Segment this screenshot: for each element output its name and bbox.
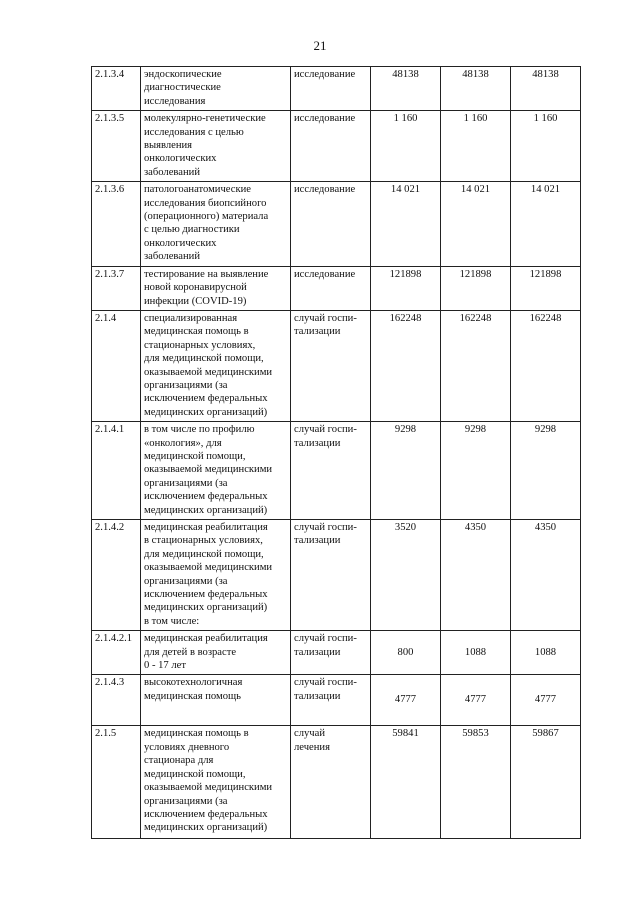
row-unit-line: случай госпи- [294,424,357,436]
row-name-line: медицинская помощь [144,690,241,702]
row-value-1: 14 021 [371,182,441,266]
row-code: 2.1.4.2.1 [92,631,141,675]
row-name-line: для медицинской помощи, [144,548,264,560]
row-name-line: заболеваний [144,251,200,263]
row-name [141,182,291,266]
row-value-3: 14 021 [511,182,581,266]
row-value-3: 59867 [511,726,581,839]
row-unit [291,266,371,310]
row-unit-line: лечения [294,741,330,753]
row-value-2: 59853 [441,726,511,839]
row-value-1: 162248 [371,310,441,421]
row-unit-line: случай госпи- [294,677,357,689]
row-value-1: 9298 [371,422,441,520]
row-unit-line: тализации [294,690,341,702]
row-name-line: оказываемой медицинскими [144,562,273,574]
row-unit-line: случай госпи- [294,633,357,645]
row-name-line: исследования с целью [144,126,244,138]
row-unit [291,422,371,520]
row-unit-line: случай [294,728,325,740]
row-name [141,67,291,111]
table-row [92,310,581,421]
row-name-line: в том числе по профилю [144,424,255,436]
row-name-line: исключением федеральных [144,393,268,405]
row-name-line: в том числе: [144,615,200,627]
row-unit-line: исследование [294,113,356,125]
row-name [141,631,291,675]
table-row [92,182,581,266]
row-value-3: 121898 [511,266,581,310]
row-unit-line: тализации [294,326,341,338]
row-name [141,422,291,520]
row-name-line: медицинской помощи, [144,450,246,462]
row-name [141,520,291,631]
row-unit [291,726,371,839]
row-unit-line: тализации [294,535,341,547]
row-value-2: 162248 [441,310,511,421]
row-unit [291,631,371,675]
page-number: 21 [313,38,327,53]
row-name-line: онкологических [144,153,217,165]
row-value-1: 121898 [371,266,441,310]
row-name-line: условиях дневного [144,741,230,753]
row-name-line: тестирование на выявление [144,268,269,280]
row-name-line: исключением федеральных [144,491,268,503]
row-value-2: 4350 [441,520,511,631]
row-name-line: заболеваний [144,166,200,178]
row-code: 2.1.3.4 [92,67,141,111]
row-name-line: исключением федеральных [144,589,268,601]
row-name-line: медицинская реабилитация [144,633,268,645]
row-unit-line: исследование [294,69,356,80]
row-name-line: исключением федеральных [144,808,268,820]
table-row [92,422,581,520]
data-table [91,66,581,839]
row-name [141,726,291,839]
row-name-line: организациями (за [144,379,228,391]
row-name-line: молекулярно-генетические [144,113,266,125]
row-code: 2.1.4.1 [92,422,141,520]
row-name-line: исследования биопсийного [144,197,267,209]
table-row [92,266,581,310]
row-value-2: 1 160 [441,111,511,182]
row-name-line: медицинской помощи, [144,768,246,780]
row-value-3: 162248 [511,310,581,421]
row-name-line: организациями (за [144,477,228,489]
row-code: 2.1.3.5 [92,111,141,182]
row-value-2: 121898 [441,266,511,310]
row-value-3: 1 160 [511,111,581,182]
row-name-line: исследования [144,95,206,107]
row-name-line: организациями (за [144,575,228,587]
row-name-line: оказываемой медицинскими [144,782,273,794]
table-row [92,67,581,111]
row-unit-line: исследование [294,184,356,196]
row-unit [291,310,371,421]
row-value-1: 59841 [371,726,441,839]
row-value-3: 48138 [511,67,581,111]
row-name [141,675,291,726]
row-value-1: 3520 [371,520,441,631]
row-name-line: диагностические [144,82,221,94]
row-name-line: медицинских организаций) [144,822,268,834]
row-unit-line: исследование [294,268,356,280]
row-value-3: 1088 [511,631,581,675]
table-row [92,726,581,839]
table-body [92,67,581,839]
row-name-line: медицинских организаций) [144,406,268,418]
row-name-line: для детей в возрасте [144,646,237,658]
row-code: 2.1.3.7 [92,266,141,310]
row-name-line: медицинских организаций) [144,504,268,516]
row-name [141,310,291,421]
row-name-line: онкологических [144,237,217,249]
row-value-1: 4777 [371,675,441,726]
row-value-3: 9298 [511,422,581,520]
table-row [92,631,581,675]
row-code: 2.1.4.2 [92,520,141,631]
row-name-line: стационарных условиях, [144,339,256,351]
row-unit [291,520,371,631]
row-name-line: с целью диагностики [144,224,240,236]
table-row [92,111,581,182]
row-name-line: медицинская реабилитация [144,522,268,533]
row-name-line: инфекции (COVID-19) [144,295,247,307]
row-value-3: 4350 [511,520,581,631]
row-unit-line: тализации [294,437,341,449]
row-code: 2.1.3.6 [92,182,141,266]
row-name-line: оказываемой медицинскими [144,366,273,378]
row-value-1: 48138 [371,67,441,111]
row-unit [291,182,371,266]
row-name-line: организациями (за [144,795,228,807]
row-name-line: медицинская помощь в [144,728,249,740]
table-row [92,675,581,726]
row-unit-line: случай госпи- [294,522,357,533]
row-value-2: 1088 [441,631,511,675]
row-value-2: 48138 [441,67,511,111]
row-name-line: специализированная [144,312,238,324]
table-row [92,520,581,631]
row-name-line: медицинских организаций) [144,602,268,614]
row-name-line: стационара для [144,755,214,767]
row-value-1: 800 [371,631,441,675]
row-name-line: (операционного) материала [144,211,269,223]
row-unit-line: тализации [294,646,341,658]
row-name-line: новой коронавирусной [144,282,247,294]
row-name-line: для медицинской помощи, [144,353,264,365]
row-name-line: оказываемой медицинскими [144,464,273,476]
row-name-line: «онкология», для [144,437,222,449]
row-name [141,266,291,310]
row-name-line: высокотехнологичная [144,677,243,689]
row-name-line: эндоскопические [144,69,222,80]
row-name [141,111,291,182]
row-value-2: 14 021 [441,182,511,266]
row-name-line: патологоанатомические [144,184,251,196]
row-value-2: 4777 [441,675,511,726]
row-code: 2.1.4 [92,310,141,421]
row-code: 2.1.5 [92,726,141,839]
row-name-line: 0 - 17 лет [144,660,186,672]
row-name-line: выявления [144,140,193,152]
row-value-1: 1 160 [371,111,441,182]
row-code: 2.1.4.3 [92,675,141,726]
row-value-2: 9298 [441,422,511,520]
row-unit [291,67,371,111]
row-name-line: медицинская помощь в [144,326,249,338]
row-name-line: в стационарных условиях, [144,535,263,547]
row-unit [291,111,371,182]
row-value-3: 4777 [511,675,581,726]
row-unit-line: случай госпи- [294,312,357,324]
row-unit [291,675,371,726]
